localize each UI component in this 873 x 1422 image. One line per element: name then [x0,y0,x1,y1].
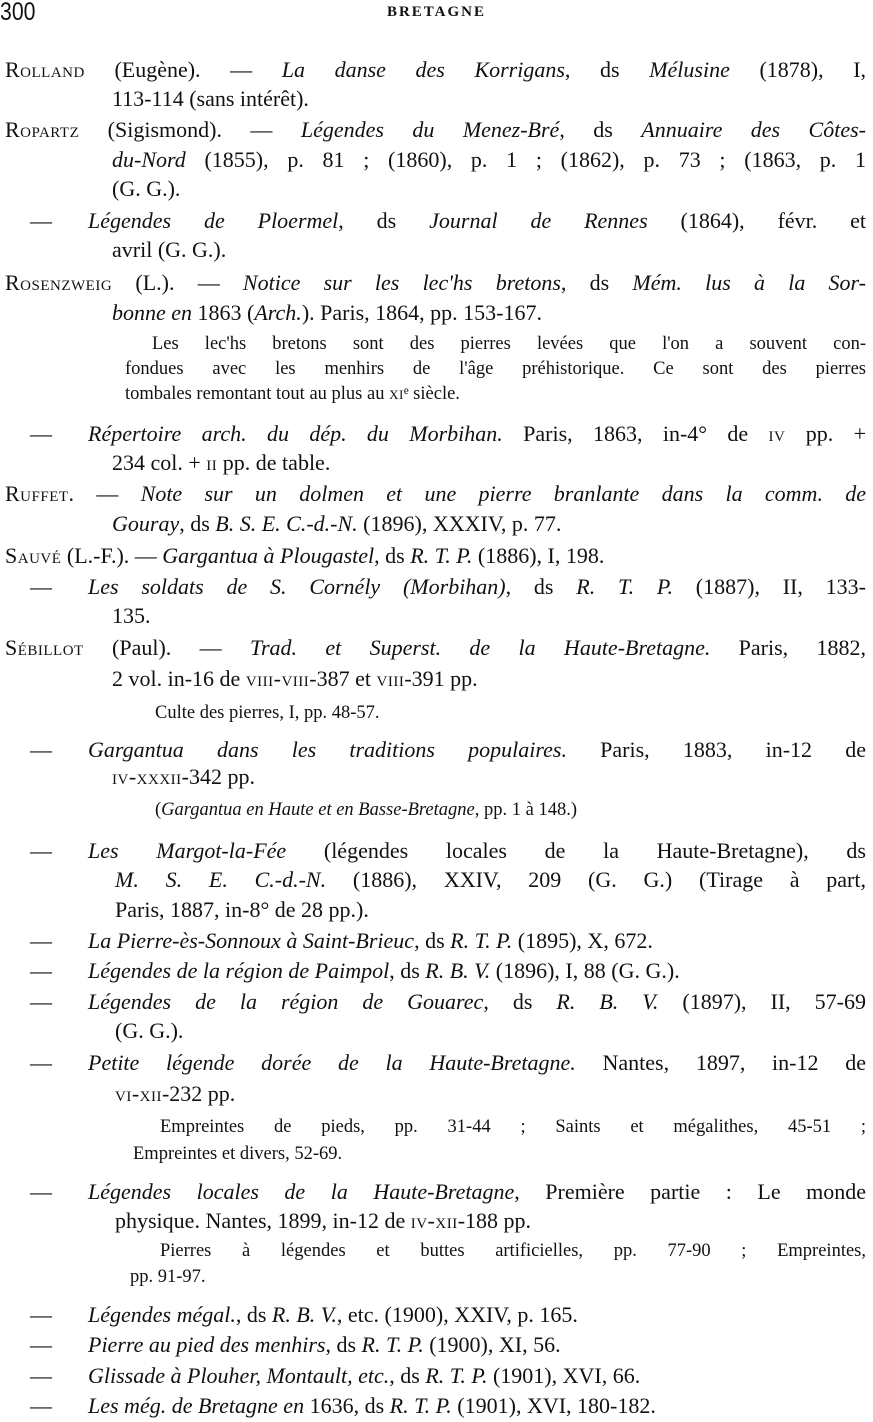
text-segment: (1895), X, 672. [512,928,653,953]
text-segment: 1863 ( [192,300,255,325]
title-italic: Gargantua dans les traditions populaires. [88,737,567,762]
entry-line [30,1179,866,1205]
entry-line [112,237,226,263]
title-italic: La Pierre-ès-Sonnoux à Saint-Brieuc [88,928,415,953]
title-italic: Petite légende dorée de la Haute-Bretagne. [88,1050,576,1075]
text-segment: (L.-F.). — [61,543,163,568]
title-italic: R. T. P. [450,928,513,953]
entry-line [30,1302,578,1328]
text-segment: -232 pp. [161,1081,236,1106]
title-italic: Annuaire des Côtes- [641,117,866,142]
annotation-line [130,1266,206,1288]
entry-line [115,1081,235,1107]
author-name: iv [768,421,786,446]
ditto-dash: — [30,1302,52,1327]
entry-line [30,421,866,447]
text-segment: (1896), I, 88 (G. G.). [490,958,680,983]
text-segment: (1900), XI, 56. [423,1332,561,1357]
text-segment: fondues avec les menhirs de l'âge préhistorique. Ce sont des pierres [125,359,866,379]
text-segment: (Eugène). — [84,57,282,82]
text-segment: , ds [374,543,411,568]
entry-line [115,897,369,923]
text-segment: (légendes locales de la Haute-Bretagne), ds [286,838,866,863]
entry-line [30,1393,656,1419]
text-segment: (1886), I, 198. [472,543,605,568]
entry-line [112,603,151,629]
annotation-line [155,799,577,821]
text-segment: Culte des pierres, I, pp. 48-57. [155,703,380,723]
entry-line [30,838,866,864]
title-italic: du-Nord [112,147,186,172]
ditto-dash: — [30,1332,52,1357]
title-italic: Journal de Rennes [429,208,648,233]
text-segment: (1855), p. 81 ; (1860), p. 1 ; (1862), p. 73 ; (1863, p. 1 [185,147,866,172]
ditto-dash: — [30,1179,52,1204]
author-name: viii-viii [245,666,310,691]
author-name: Rosenzweig [5,270,113,295]
ditto-dash: — [30,1393,52,1418]
text-segment: , Première partie : Le monde [514,1179,866,1204]
ditto-dash: — [30,1363,52,1388]
text-segment: , ds [414,928,451,953]
text-segment: , ds [564,57,650,82]
author-name: iv-xii [410,1208,458,1233]
title-italic: Légendes de Ploermel [88,208,339,233]
text-segment: (Sigismond). — [79,117,301,142]
text-segment: ( [155,800,162,820]
title-italic: R. B. V. [425,958,491,983]
text-segment: (L.). — [112,270,243,295]
text-segment: 1636, ds [304,1393,390,1418]
title-italic: Légendes du Menez-Bré [300,117,560,142]
text-segment: physique. Nantes, 1899, in-12 de [115,1208,411,1233]
entry-line [115,867,866,893]
text-segment: (1878), I, [729,57,867,82]
running-head: BRETAGNE [386,4,487,20]
title-italic: R. T. P. [425,1363,488,1388]
title-italic: bonne en [112,300,193,325]
title-italic: R. T. P. [361,1332,424,1357]
annotation-line [160,1116,866,1138]
annotation-line [155,702,380,724]
title-italic: Trad. et Superst. de la Haute-Bretagne. [249,635,711,660]
entry-line [30,1050,866,1076]
entry-line [112,450,330,476]
text-segment: Empreintes de pieds, pp. 31-44 ; Saints et mégalithes, 45-51 ; [160,1117,866,1137]
title-italic: Mélusine [649,57,730,82]
text-segment: -391 pp. [404,666,478,691]
text-segment: Empreintes et divers, 52-69. [133,1144,343,1164]
ditto-dash: — [30,838,52,863]
page-number: 300 [0,0,36,26]
entry-line [112,86,309,112]
entry-line [115,1018,183,1044]
author-name: Sébillot [5,635,84,660]
text-segment: (1864), févr. et [647,208,867,233]
text-segment: (G. G.). [115,1018,184,1043]
ditto-dash: — [30,928,52,953]
title-italic: Arch. [254,300,302,325]
ditto-dash: — [30,208,52,233]
title-italic: R. B. V. [271,1302,337,1327]
text-segment: pp. + [785,421,866,446]
text-segment: Paris, 1882, [710,635,867,660]
author-name: vi-xii [115,1081,162,1106]
title-italic: Les soldats de S. Cornély (Morbihan) [88,574,506,599]
text-segment: , ds [559,117,642,142]
text-segment: (Paul). — [83,635,250,660]
text-segment: Paris, 1883, in-12 de [566,737,866,762]
title-italic: R. B. V. [556,989,659,1014]
entry-line [5,635,866,661]
text-segment: 2 vol. in-16 de [112,666,246,691]
text-segment: . — [68,481,141,506]
title-italic: Gargantua en Haute et en Basse-Bretagne [161,800,475,820]
entry-line [112,300,542,326]
title-italic: R. T. P. [410,543,473,568]
text-segment: , pp. 1 à 148.) [474,800,577,820]
text-segment: Nantes, 1897, in-12 de [575,1050,866,1075]
title-italic: Les Margot-la-Fée [88,838,287,863]
entry-line [5,57,866,83]
text-segment: Paris, 1863, in-4° de [502,421,769,446]
title-italic: M. S. E. C.-d.-N. [115,867,327,892]
title-italic: Les még. de Bretagne en [88,1393,305,1418]
author-name: xi [389,384,404,404]
entry-line [30,1332,561,1358]
entry-line [30,737,866,763]
author-name: ii [206,450,218,475]
text-segment: 113-114 (sans intérêt). [112,86,309,111]
text-segment: pp. de table. [217,450,331,475]
text-segment: , ds [389,1363,426,1388]
text-segment: (1897), II, 57-69 [658,989,866,1014]
ditto-dash: — [30,989,52,1014]
text-segment: , ds [560,270,633,295]
title-italic: Mém. lus à la Sor- [632,270,867,295]
entry-line [5,481,866,507]
title-italic: R. T. P. [576,574,673,599]
text-segment: (1886), XXIV, 209 (G. G.) (Tirage à part, [326,867,866,892]
title-italic: Gargantua à Plougastel [162,543,375,568]
entry-line [5,117,866,143]
title-italic: Note sur un dolmen et une pierre branlante dans la comm. de [140,481,867,506]
text-segment: -342 pp. [181,764,255,789]
text-segment: Pierres à légendes et buttes artificielles, pp. 77-90 ; Empreintes, [160,1241,866,1261]
text-segment: Paris, 1887, in-8° de 28 pp.). [115,897,369,922]
annotation-line [152,333,866,355]
title-italic: La danse des Korrigans [281,57,565,82]
text-segment: ). Paris, 1864, pp. 153-167. [301,300,542,325]
author-name: Rolland [5,57,85,82]
title-italic: B. S. E. C.-d.-N. [215,511,358,536]
author-name: Ropartz [5,117,80,142]
text-segment: , ds [338,208,430,233]
text-segment: pp. 91-97. [130,1267,206,1287]
entry-line [30,1363,640,1389]
text-segment: tombales remontant tout au plus au [125,384,390,404]
ditto-dash: — [30,421,52,446]
title-italic: Glissade à Plouher, Montault, etc. [88,1363,390,1388]
entry-line [112,666,478,692]
text-segment: , ds [505,574,577,599]
text-segment: 135. [112,603,151,628]
title-italic: Gouray [112,511,180,536]
text-segment: (1887), II, 133- [673,574,866,599]
author-name: Ruffet [5,481,69,506]
title-italic: Notice sur les lec'hs bretons [242,270,561,295]
text-segment: , ds [235,1302,272,1327]
ditto-dash: — [30,1050,52,1075]
text-segment: , ds [483,989,557,1014]
text-segment: , etc. (1900), XXIV, p. 165. [336,1302,578,1327]
annotation-line [160,1240,866,1262]
annotation-line [125,383,460,405]
annotation-line [133,1143,342,1165]
title-italic: Légendes mégal. [88,1302,236,1327]
entry-line [30,989,866,1015]
title-italic: Légendes locales de la Haute-Bretagne [88,1179,515,1204]
ditto-dash: — [30,737,52,762]
text-segment: , ds [179,511,216,536]
text-segment: ᵉ siècle. [403,384,460,404]
entry-line [5,270,866,296]
entry-line [115,1208,531,1234]
text-segment: -387 et [309,666,377,691]
entry-line [112,511,561,537]
entry-line [30,958,680,984]
entry-line [30,928,653,954]
title-italic: Légendes de la région de Paimpol [88,958,390,983]
entry-line [112,176,180,202]
entry-line [112,764,255,790]
text-segment: Les lec'hs bretons sont des pierres levées que l'on a souvent con- [152,334,866,354]
text-segment: 234 col. + [112,450,207,475]
title-italic: Légendes de la région de Gouarec [88,989,484,1014]
entry-line [112,147,866,173]
ditto-dash: — [30,958,52,983]
title-italic: Répertoire arch. du dép. du Morbihan. [88,421,503,446]
entry-line [30,208,866,234]
text-segment: avril (G. G.). [112,237,227,262]
text-segment: (1896), XXXIV, p. 77. [357,511,562,536]
author-name: Sauvé [5,543,62,568]
text-segment: , ds [325,1332,362,1357]
text-segment: (1901), XVI, 180-182. [451,1393,656,1418]
author-name: viii [376,666,405,691]
ditto-dash: — [30,574,52,599]
title-italic: R. T. P. [389,1393,452,1418]
text-segment: , ds [389,958,426,983]
entry-line [5,543,604,569]
text-segment: (1901), XVI, 66. [487,1363,641,1388]
text-segment: -188 pp. [457,1208,532,1233]
text-segment: (G. G.). [112,176,181,201]
author-name: iv-xxxii [112,764,182,789]
entry-line [30,574,866,600]
title-italic: Pierre au pied des menhirs [88,1332,326,1357]
annotation-line [125,358,866,380]
